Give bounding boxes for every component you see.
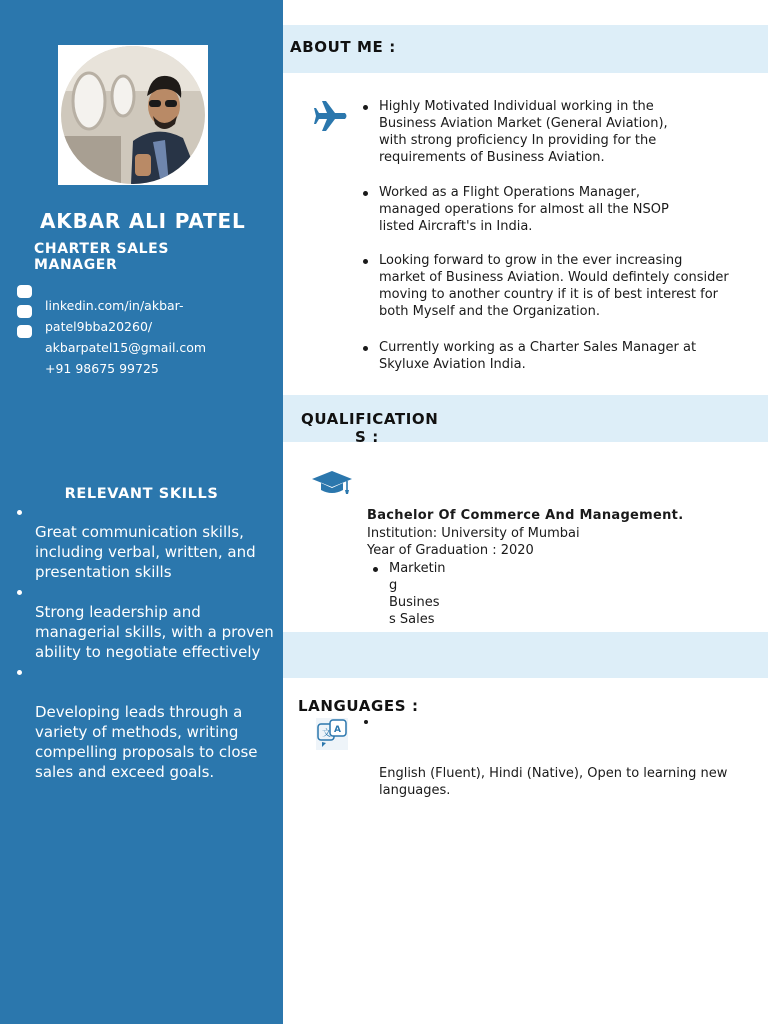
- phone-number: +91 98675 99725: [45, 361, 159, 376]
- contact-bullet-icon: [17, 285, 32, 298]
- skill-bullet: [17, 590, 22, 595]
- skill-item: Developing leads through a variety of methods, writing compelling proposals to close sales and exceed goals.: [35, 703, 258, 781]
- skill-item: Great communication skills, including verbal, written, and presentation skills: [35, 523, 256, 581]
- job-title: CHARTER SALES MANAGER: [34, 241, 170, 273]
- about-item: Worked as a Flight Operations Manager, managed operations for almost all the NSOP listed Aircraft's in India.: [379, 185, 669, 234]
- about-item: Looking forward to grow in the ever increasing market of Business Aviation. Would defintely consider moving to another country if it is of best interest for both Myself and the Organization.: [379, 253, 729, 319]
- qualifications-heading: QUALIFICATION: [301, 410, 439, 428]
- linkedin-link-continued[interactable]: patel9bba20260/: [45, 319, 153, 334]
- candidate-name: AKBAR ALI PATEL: [40, 209, 246, 233]
- language-bullet: [364, 720, 368, 724]
- contact-bullet-icon: [17, 325, 32, 338]
- skill-bullet: [17, 510, 22, 515]
- languages-text: English (Fluent), Hindi (Native), Open to learning new languages.: [379, 766, 728, 798]
- airplane-icon: [314, 100, 348, 136]
- about-item: Currently working as a Charter Sales Manager at Skyluxe Aviation India.: [379, 340, 697, 372]
- sidebar: [0, 0, 283, 1024]
- graduation-cap-icon: [312, 471, 352, 499]
- translate-icon: [316, 718, 348, 754]
- qualifications-heading-continued: S :: [355, 428, 379, 446]
- field-of-study: Marketin: [389, 561, 446, 576]
- linkedin-link[interactable]: linkedin.com/in/akbar-: [45, 298, 184, 313]
- svg-text:A: A: [334, 725, 341, 735]
- email-address[interactable]: akbarpatel15@gmail.com: [45, 340, 207, 355]
- institution: Institution: University of Mumbai: [367, 526, 580, 541]
- field-bullet: [373, 567, 378, 572]
- contact-bullet-icon: [17, 305, 32, 318]
- about-bullet: [363, 105, 368, 110]
- field-of-study: s Sales: [389, 612, 435, 627]
- about-heading: ABOUT ME :: [290, 38, 396, 56]
- about-bullet: [363, 259, 368, 264]
- graduation-year: Year of Graduation : 2020: [367, 543, 534, 558]
- languages-header-band: [283, 632, 768, 678]
- svg-text:文: 文: [322, 729, 332, 739]
- skills-heading: RELEVANT SKILLS: [64, 486, 219, 502]
- skill-item: Strong leadership and managerial skills, with a proven ability to negotiate effectively: [35, 603, 274, 661]
- about-bullet: [363, 191, 368, 196]
- profile-photo: [61, 46, 205, 184]
- field-of-study: Busines: [389, 595, 440, 610]
- about-bullet: [363, 346, 368, 351]
- degree: Bachelor Of Commerce And Management.: [367, 508, 684, 523]
- field-of-study: g: [389, 578, 398, 593]
- languages-heading: LANGUAGES :: [298, 697, 419, 715]
- about-item: Highly Motivated Individual working in the Business Aviation Market (General Aviation), with strong proficiency In providing for the requirements of Business Aviation.: [379, 99, 668, 165]
- profile-photo-frame: [58, 45, 208, 185]
- skill-bullet: [17, 670, 22, 675]
